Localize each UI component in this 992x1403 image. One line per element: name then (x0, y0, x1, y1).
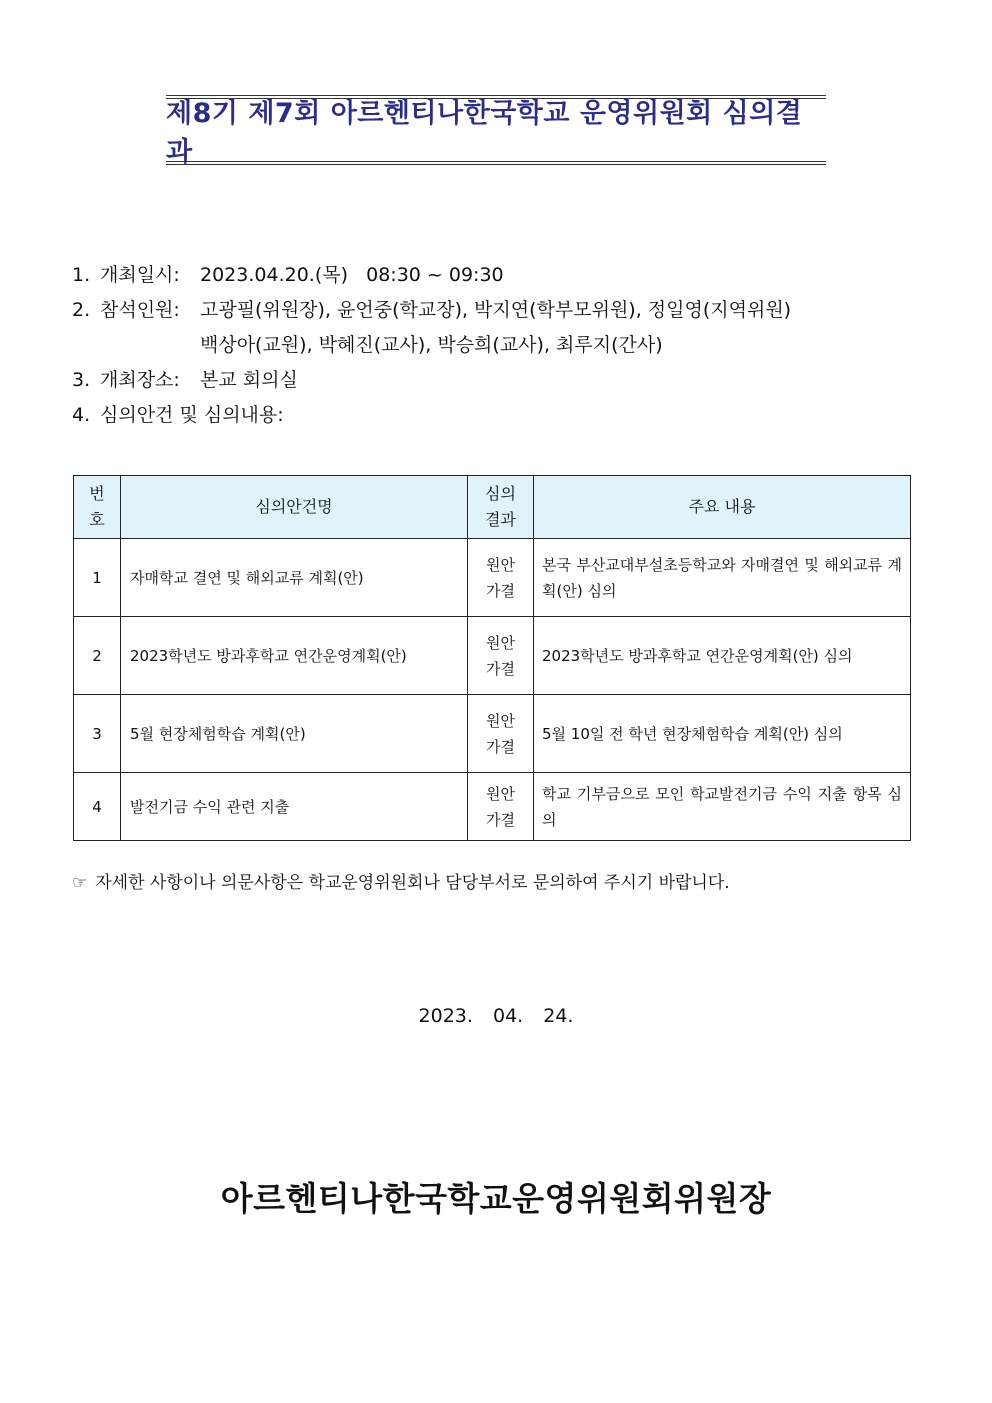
table-row (74, 617, 911, 695)
info-date (72, 258, 791, 293)
info-value: 2023.04.20.(목) 08:30 ~ 09:30 (200, 264, 504, 286)
row-result-line1: 원안 (486, 784, 515, 803)
header-no (74, 476, 121, 539)
note-text: 자세한 사항이나 의문사항은 학교운영위원회나 담당부서로 문의하여 주시기 바랍니다. (95, 873, 730, 893)
row-no: 1 (74, 539, 121, 617)
row-result (468, 539, 534, 617)
info-num: 1. (72, 264, 91, 286)
row-no: 4 (74, 773, 121, 841)
header-result-line1: 심의 (485, 484, 516, 503)
header-item: 심의안건명 (121, 476, 468, 539)
info-label: 참석인원: (100, 299, 180, 321)
row-result-line1: 원안 (486, 711, 515, 730)
signer-title: 아르헨티나한국학교운영위원회위원장 (220, 1179, 772, 1218)
header-no-line2: 호 (89, 510, 105, 529)
header-desc: 주요 내용 (534, 476, 911, 539)
header-no-line1: 번 (89, 484, 105, 503)
row-result-line2: 가결 (486, 737, 515, 756)
row-result (468, 695, 534, 773)
info-num: 4. (72, 404, 91, 426)
header-result (468, 476, 534, 539)
inquiry-note (72, 868, 730, 893)
info-label: 개최장소: (100, 369, 180, 391)
info-attendees (72, 293, 791, 328)
row-result-line2: 가결 (486, 659, 515, 678)
row-desc: 학교 기부금으로 모인 학교발전기금 수익 지출 항목 심의 (534, 773, 911, 841)
info-attendees-cont (72, 328, 791, 363)
row-result (468, 617, 534, 695)
row-item: 발전기금 수익 관련 지출 (121, 773, 468, 841)
meeting-info (72, 258, 791, 433)
row-no: 2 (74, 617, 121, 695)
pointing-hand-icon: ☞ (72, 873, 88, 893)
row-desc: 2023학년도 방과후학교 연간운영계획(안) 심의 (534, 617, 911, 695)
row-item: 5월 현장체험학습 계획(안) (121, 695, 468, 773)
info-value: 백상아(교원), 박혜진(교사), 박승희(교사), 최루지(간사) (200, 334, 663, 356)
info-num: 2. (72, 299, 91, 321)
document-date: 2023. 04. 24. (418, 1005, 574, 1027)
table-header-row (74, 476, 911, 539)
row-result-line2: 가결 (486, 810, 515, 829)
info-label: 개최일시: (100, 264, 180, 286)
row-item: 자매학교 결연 및 해외교류 계획(안) (121, 539, 468, 617)
table-row (74, 773, 911, 841)
info-place (72, 363, 791, 398)
agenda-table (73, 475, 911, 841)
document-title: 제8기 제7회 아르헨티나한국학교 운영위원회 심의결과 (166, 98, 803, 168)
row-desc: 5월 10일 전 학년 현장체험학습 계획(안) 심의 (534, 695, 911, 773)
info-value: 고광필(위원장), 윤언중(학교장), 박지연(학부모위원), 정일영(지역위원) (200, 299, 792, 321)
row-result-line1: 원안 (486, 633, 515, 652)
table-row (74, 695, 911, 773)
row-result-line2: 가결 (486, 581, 515, 600)
info-num: 3. (72, 369, 91, 391)
info-agenda (72, 398, 791, 433)
row-item: 2023학년도 방과후학교 연간운영계획(안) (121, 617, 468, 695)
header-result-line2: 결과 (485, 510, 516, 529)
row-result (468, 773, 534, 841)
row-result-line1: 원안 (486, 555, 515, 574)
title-box (166, 95, 826, 168)
table-row (74, 539, 911, 617)
info-value: 본교 회의실 (200, 369, 298, 391)
row-desc: 본국 부산교대부설초등학교와 자매결연 및 해외교류 계획(안) 심의 (534, 539, 911, 617)
info-label: 심의안건 및 심의내용: (100, 404, 284, 426)
row-no: 3 (74, 695, 121, 773)
